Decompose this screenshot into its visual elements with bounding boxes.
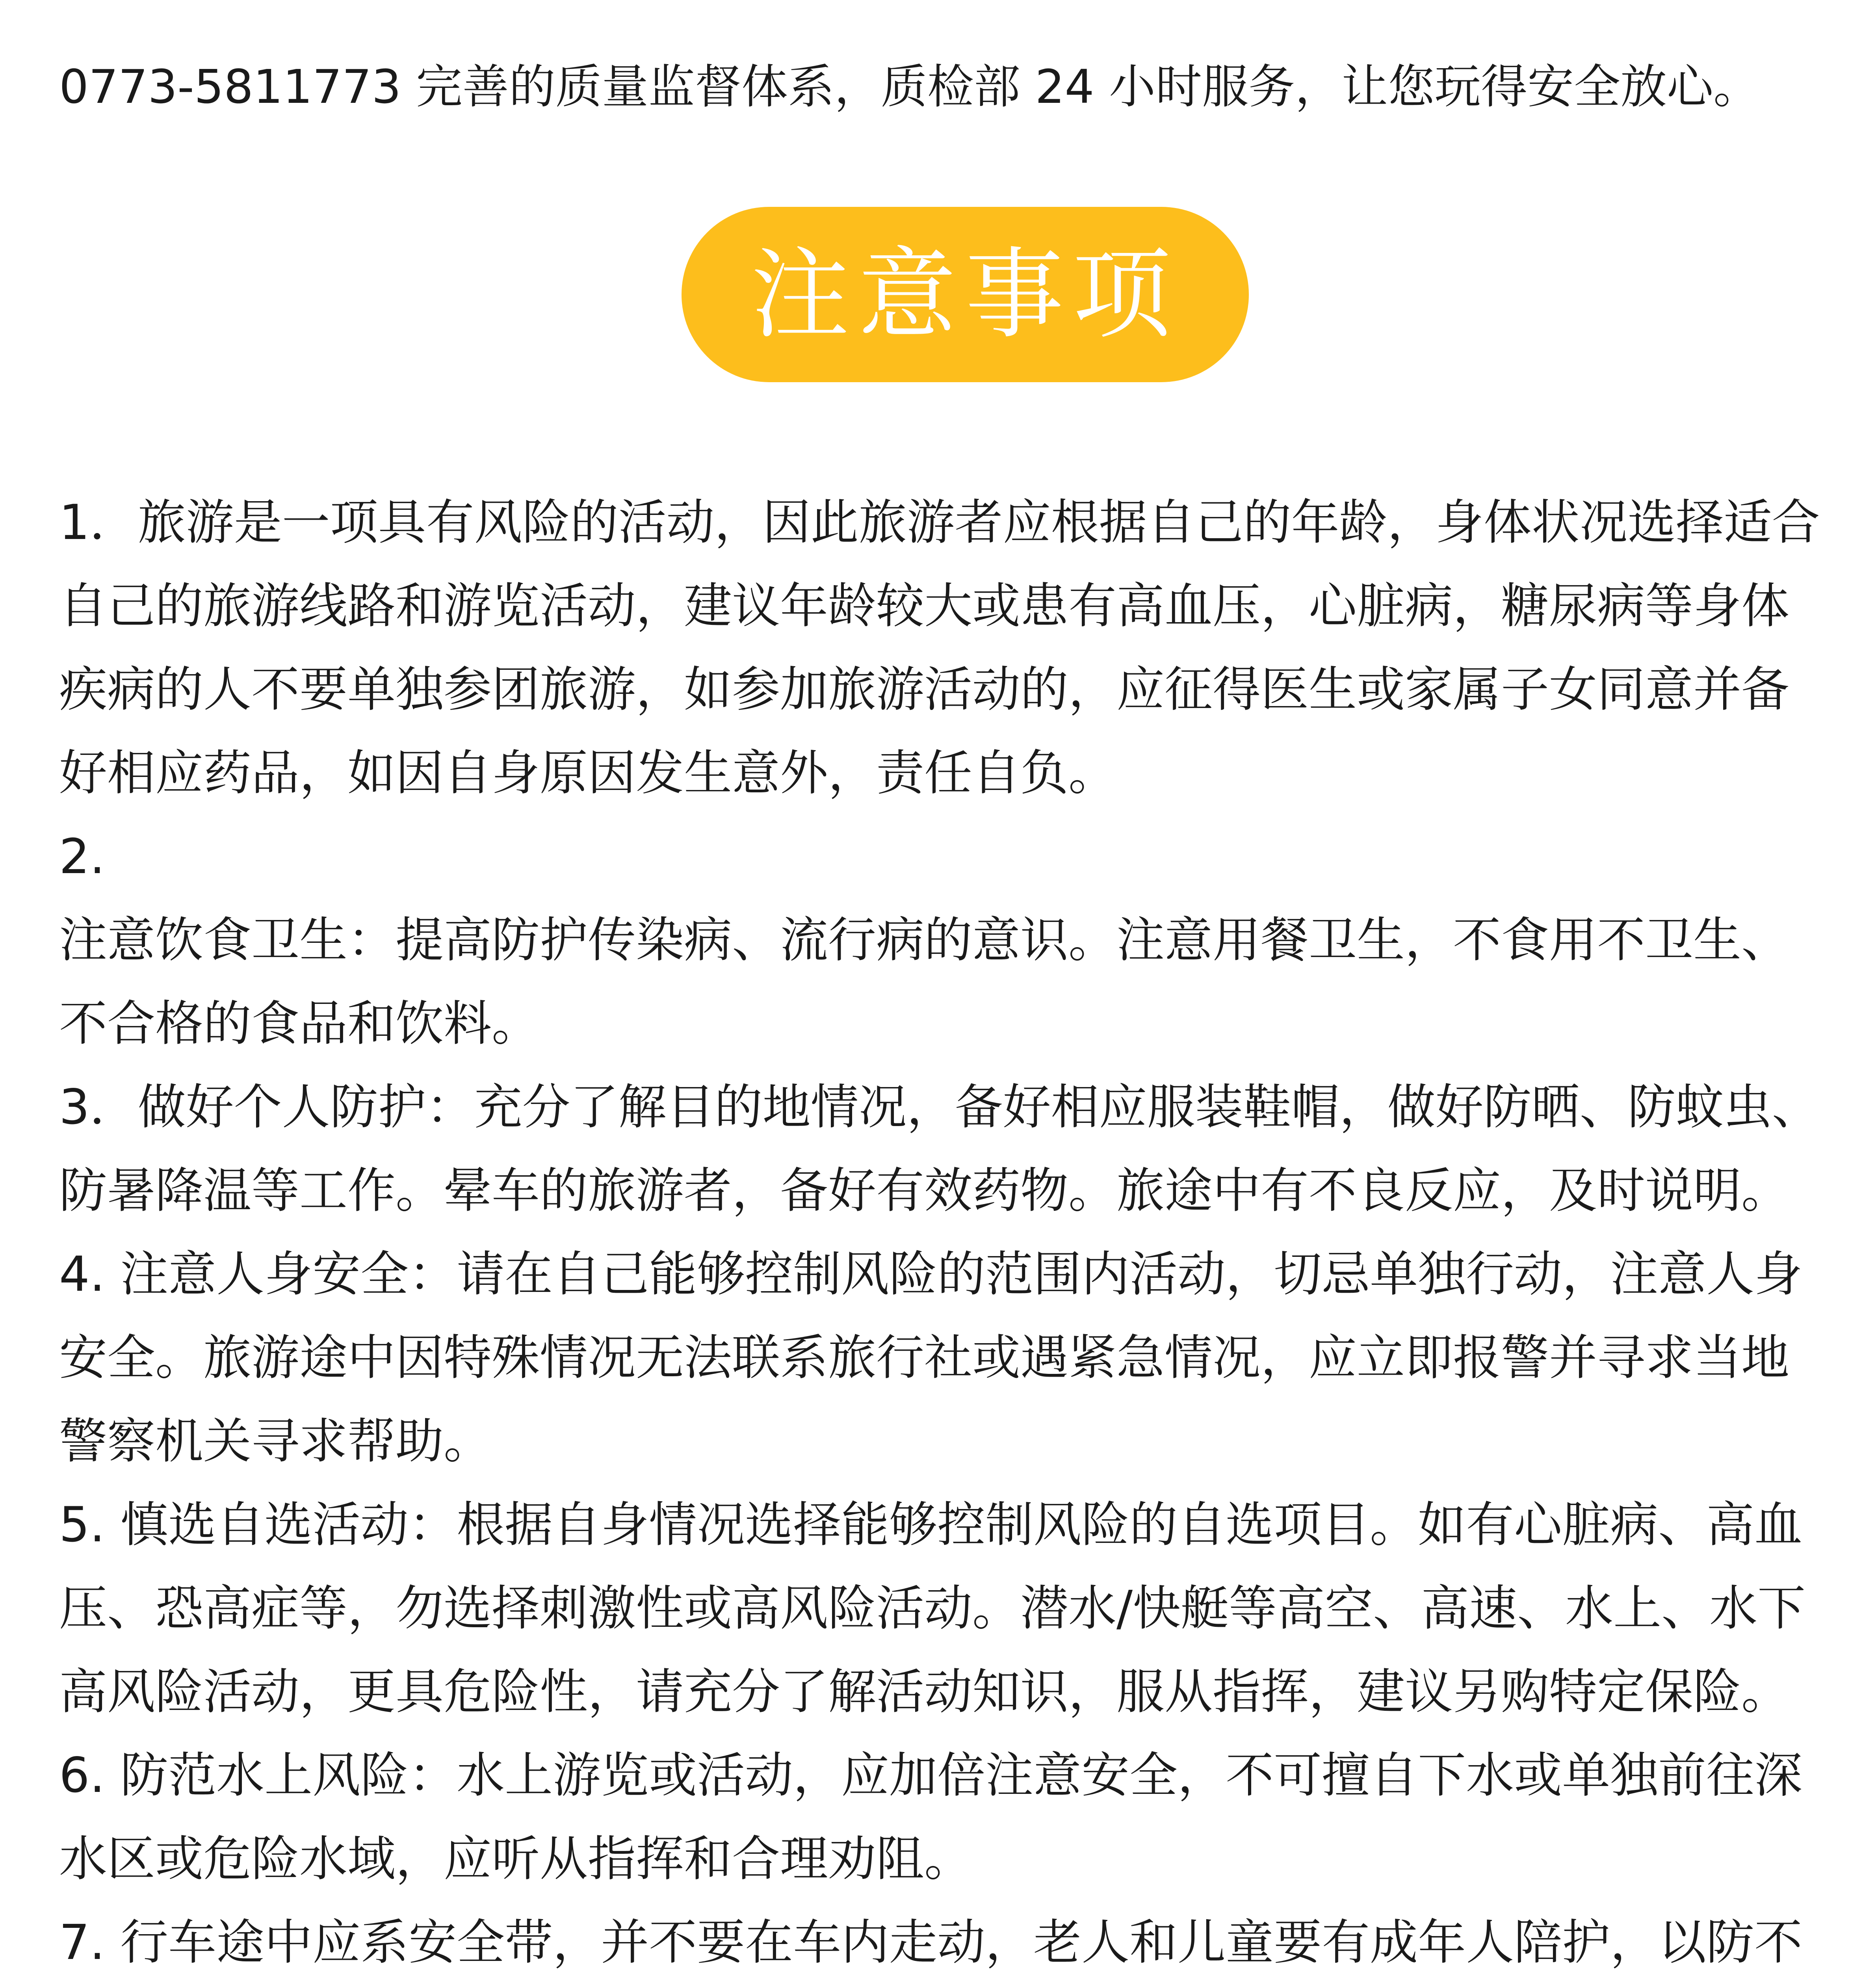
note-item: 7. 行车途中应系安全带，并不要在车内走动，老人和儿童要有成年人陪护，以防不 [59, 1914, 1803, 1970]
section-title: 注意事项 [751, 237, 1179, 352]
notes-list [59, 481, 1820, 1970]
note-item: 5. 慎选自选活动：根据自身情况选择能够控制风险的自选项目。如有心脏病、高血压、恐高症等，勿选择刺激性或高风险活动。潜水/快艇等高空、高速、水上、水下高风险活动，更具危险性，请充分了解活动知识，服从指挥，建议另购特定保险。 [59, 1497, 1806, 1720]
note-item: 2. [59, 829, 105, 885]
note-item: 1．旅游是一项具有风险的活动，因此旅游者应根据自己的年龄，身体状况选择适合自己的旅游线路和游览活动，建议年龄较大或患有高血压，心脏病，糖尿病等身体疾病的人不要单独参团旅游，如参加旅游活动的，应征得医生或家属子女同意并备好相应药品，如因自身原因发生意外，责任自负。 [59, 494, 1820, 801]
note-item: 6. 防范水上风险：水上游览或活动，应加倍注意安全，不可擅自下水或单独前往深水区或危险水域，应听从指挥和合理劝阻。 [59, 1747, 1803, 1887]
contact-line: 0773-5811773 完善的质量监督体系，质检部 24 小时服务，让您玩得安全放心。 [59, 59, 1760, 114]
section-title-banner [682, 207, 1249, 382]
note-item: 3．做好个人防护：充分了解目的地情况，备好相应服装鞋帽，做好防晒、防蚊虫、防暑降温等工作。晕车的旅游者，备好有效药物。旅途中有不良反应，及时说明。 [59, 1079, 1820, 1219]
note-item: 注意饮食卫生：提高防护传染病、流行病的意识。注意用餐卫生，不食用不卫生、不合格的食品和饮料。 [59, 912, 1789, 1052]
note-item: 4. 注意人身安全：请在自己能够控制风险的范围内活动，切忌单独行动，注意人身安全。旅游途中因特殊情况无法联系旅行社或遇紧急情况，应立即报警并寻求当地警察机关寻求帮助。 [59, 1246, 1803, 1469]
